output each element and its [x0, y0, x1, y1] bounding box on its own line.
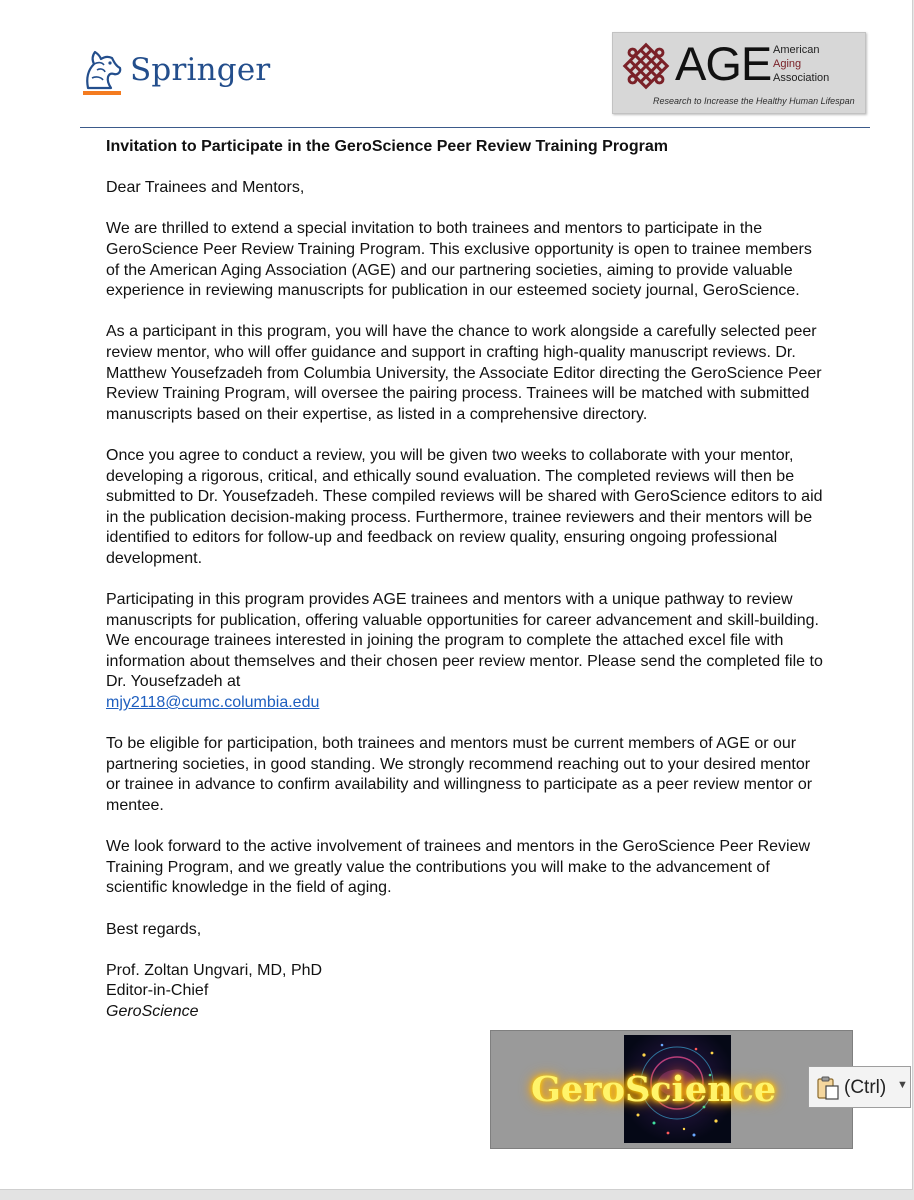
signature-block	[106, 961, 826, 1023]
age-tagline: Research to Increase the Healthy Human Lifespan	[653, 96, 855, 106]
age-logo	[612, 32, 866, 114]
email-link[interactable]: mjy2118@cumc.columbia.edu	[106, 694, 320, 712]
paragraph-review-process: Once you agree to conduct a review, you will be given two weeks to collaborate with your mentor, developing a rigorous, critical, and ethically sound evaluation. The completed reviews will then be submitted to Dr. Yousefzadeh. These compiled reviews will be shared with GeroScience editors to aid in the publication decision-making process. Furthermore, trainee reviewers and their mentors will be identified to editors for follow-up and feedback on review quality, ensuring ongoing professional development.	[106, 446, 823, 567]
endless-knot-icon	[621, 41, 671, 91]
window-bottom-strip	[0, 1190, 914, 1200]
paragraph-intro: We are thrilled to extend a special invitation to both trainees and mentors to participate in the GeroScience Peer Review Training Program. This exclusive opportunity is open to trainee members of the American Aging Association (AGE) and our partnering societies, aiming to provide valuable experience in reviewing manuscripts for publication in our esteemed society journal, GeroScience.	[106, 220, 812, 300]
geroscience-banner-title: GeroScience	[531, 1069, 777, 1110]
clipboard-paste-icon	[816, 1075, 842, 1101]
paste-options-label: (Ctrl)	[844, 1077, 887, 1098]
age-name-line1: American	[773, 44, 820, 56]
paragraph-closing-remarks: We look forward to the active involvement of trainees and mentors in the GeroScience Peer Review Training Program, and we greatly value the contributions you will make to the advancement of scientific knowledge in the field of aging.	[106, 838, 811, 897]
salutation: Dear Trainees and Mentors,	[106, 179, 305, 197]
age-full-name	[773, 43, 829, 85]
springer-orange-bar	[83, 91, 121, 95]
header-divider	[80, 127, 870, 128]
age-name-line3: Association	[773, 72, 830, 84]
signature-role: Editor-in-Chief	[106, 982, 209, 1000]
chevron-down-icon: ▼	[897, 1079, 908, 1091]
age-acronym: AGE	[675, 37, 772, 90]
paste-options-button[interactable]	[808, 1066, 911, 1108]
letter-title: Invitation to Participate in the GeroScience Peer Review Training Program	[106, 138, 668, 155]
springer-wordmark: Springer	[130, 52, 271, 88]
springer-logo	[80, 48, 280, 100]
closing: Best regards,	[106, 920, 202, 938]
letter-body	[106, 137, 826, 1023]
paragraph-eligibility: To be eligible for participation, both trainees and mentors must be current members of AGE or our partnering societies, in good standing. We strongly recommend reaching out to your desired mentor or trainee in advance to confirm availability and willingness to participate as a peer review mentor or mentee.	[106, 735, 813, 814]
paragraph-mentorship: As a participant in this program, you will have the chance to work alongside a carefully selected peer review mentor, who will offer guidance and support in crafting high-quality manuscript reviews. Dr. Matthew Yousefzadeh from Columbia University, the Associate Editor directing the GeroScience Peer Review Training Program, will oversee the pairing process. Trainees will be matched with submitted manuscripts based on their expertise, as listed in a comprehensive directory.	[106, 323, 822, 423]
signature-name: Prof. Zoltan Ungvari, MD, PhD	[106, 961, 323, 979]
age-name-line2: Aging	[773, 58, 802, 70]
paragraph-participation	[106, 590, 826, 714]
geroscience-banner-image[interactable]	[490, 1030, 853, 1149]
signature-journal: GeroScience	[106, 1002, 199, 1020]
participation-text: Participating in this program provides AGE trainees and mentors with a unique pathway to review manuscripts for publication, offering valuable opportunities for career advancement and skill-building. We encourage trainees interested in joining the program to complete the attached excel file with information about themselves and their chosen peer review mentor. Please send the completed file to Dr. Yousefzadeh at	[106, 591, 823, 691]
springer-horse-icon	[80, 48, 124, 92]
